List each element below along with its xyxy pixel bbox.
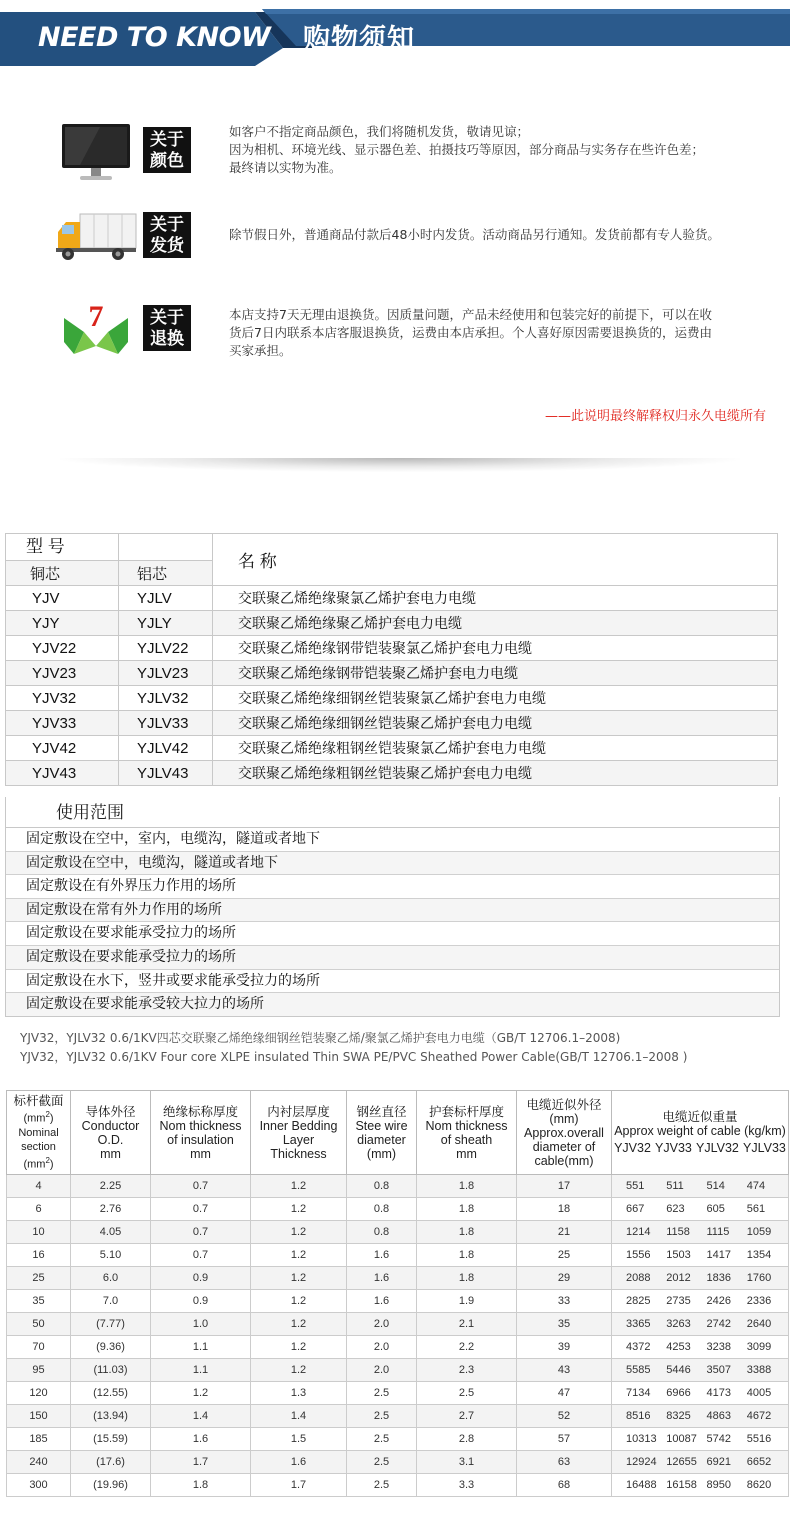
spec-cell: 2.5: [347, 1382, 417, 1405]
spec-cell: (12.55): [71, 1382, 151, 1405]
aluminum-model: YJLV22: [119, 636, 213, 661]
spec-cell: 1.5: [251, 1428, 347, 1451]
spec-cell: 1.8: [417, 1267, 517, 1290]
weight-value: 1760: [746, 1272, 772, 1284]
weight-value: 1836: [706, 1272, 731, 1284]
tv-icon: [60, 122, 132, 184]
cable-name: 交联聚乙烯绝缘聚氯乙烯护套电力电缆: [213, 586, 778, 611]
tag-line-2: 退换: [150, 329, 184, 349]
spec-cell: 1.2: [251, 1198, 347, 1221]
spec-header: [251, 1091, 347, 1175]
weight-value: 12924: [626, 1456, 657, 1468]
weight-cell: [612, 1336, 789, 1359]
usage-row: 固定敷设在要求能承受较大拉力的场所: [6, 993, 779, 1016]
spec-cell: 0.8: [347, 1175, 417, 1198]
aluminum-model: YJLV33: [119, 711, 213, 736]
spec-cell: 21: [517, 1221, 612, 1244]
spec-cell: 1.0: [151, 1313, 251, 1336]
spec-cell: 2.7: [417, 1405, 517, 1428]
weight-value: 6921: [706, 1456, 731, 1468]
weight-value: 8620: [746, 1479, 772, 1491]
spec-cell: 35: [7, 1290, 71, 1313]
spec-header: [517, 1091, 612, 1175]
copper-model: YJV: [6, 586, 119, 611]
banner-title-en: NEED TO KNOW: [38, 22, 271, 53]
usage-row: 固定敷设在空中，室内，电缆沟，隧道或者地下: [6, 828, 779, 852]
notice-tag-returns: [143, 305, 191, 351]
spec-row: [7, 1474, 789, 1497]
weight-value: 4863: [706, 1410, 731, 1422]
weight-value: 474: [746, 1180, 766, 1192]
header-blank: [119, 534, 213, 561]
model-row: [6, 661, 778, 686]
spec-cell: (11.03): [71, 1359, 151, 1382]
spec-row: [7, 1244, 789, 1267]
notice-tag-shipping: [143, 212, 191, 258]
spec-cell: (19.96): [71, 1474, 151, 1497]
cable-name: 交联聚乙烯绝缘粗钢丝铠装聚乙烯护套电力电缆: [213, 761, 778, 786]
spec-header-en: Conductor O.D. mm: [81, 1118, 140, 1161]
spec-cell: 39: [517, 1336, 612, 1359]
usage-row: 固定敷设在水下，竖井或要求能承受拉力的场所: [6, 970, 779, 994]
spec-cell: 1.1: [151, 1336, 251, 1359]
spec-cell: 18: [517, 1198, 612, 1221]
weight-value: 4005: [746, 1387, 772, 1399]
spec-header-cn: 护套标杆厚度: [428, 1104, 504, 1119]
weight-value: 605: [706, 1203, 725, 1215]
notice-tag-color: [143, 127, 191, 173]
weight-value: 5446: [666, 1364, 691, 1376]
weight-value: 10313: [626, 1433, 657, 1445]
weight-subheaders: [612, 1141, 788, 1155]
weight-value: 16488: [626, 1479, 657, 1491]
spec-cell: 2.5: [417, 1382, 517, 1405]
spec-cell: 0.8: [347, 1198, 417, 1221]
spec-cell: 1.8: [151, 1474, 251, 1497]
aluminum-model: YJLY: [119, 611, 213, 636]
spec-cell: 70: [7, 1336, 71, 1359]
spec-cell: 0.9: [151, 1290, 251, 1313]
spec-cell: 33: [517, 1290, 612, 1313]
model-row: [6, 761, 778, 786]
notice-text-returns: [229, 306, 779, 360]
aluminum-model: YJLV42: [119, 736, 213, 761]
aluminum-model: YJLV: [119, 586, 213, 611]
spec-cell: 6: [7, 1198, 71, 1221]
spec-header-en: Nom thickness of sheath mm: [425, 1118, 508, 1161]
spec-row: [7, 1428, 789, 1451]
spec-header-en: Approx weight of cable (kg/km): [614, 1124, 786, 1138]
spec-row: [7, 1382, 789, 1405]
model-row: [6, 586, 778, 611]
weight-value: 5585: [626, 1364, 651, 1376]
copper-model: YJV33: [6, 711, 119, 736]
spec-header: [612, 1091, 789, 1175]
spec-cell: 7.0: [71, 1290, 151, 1313]
weight-value: 2640: [746, 1318, 772, 1330]
spec-table: [6, 1090, 789, 1497]
spec-cell: 1.2: [251, 1290, 347, 1313]
copper-model: YJV42: [6, 736, 119, 761]
notice-text-shipping: [229, 226, 779, 244]
spec-cell: 57: [517, 1428, 612, 1451]
spec-cell: 2.3: [417, 1359, 517, 1382]
header-banner: [0, 0, 790, 66]
spec-cell: 1.2: [251, 1244, 347, 1267]
spec-cell: 29: [517, 1267, 612, 1290]
spec-cell: 2.0: [347, 1336, 417, 1359]
spec-cell: (13.94): [71, 1405, 151, 1428]
weight-value: 8325: [666, 1410, 691, 1422]
spec-cell: 25: [517, 1244, 612, 1267]
notice-line: 买家承担。: [229, 343, 292, 358]
spec-cell: 1.8: [417, 1198, 517, 1221]
weight-value: 5742: [706, 1433, 731, 1445]
spec-cell: 1.7: [251, 1474, 347, 1497]
weight-value: 1214: [626, 1226, 651, 1238]
weight-value: 2012: [666, 1272, 691, 1284]
weight-value: 1354: [746, 1249, 772, 1261]
weight-value: 2742: [706, 1318, 731, 1330]
weight-value: 3388: [746, 1364, 772, 1376]
weight-value: 1417: [706, 1249, 731, 1261]
cable-name: 交联聚乙烯绝缘钢带铠装聚乙烯护套电力电缆: [213, 661, 778, 686]
spec-row: [7, 1267, 789, 1290]
spec-header-cn: 导体外径: [85, 1104, 136, 1119]
spec-header-cn: 绝缘标称厚度: [162, 1104, 238, 1119]
model-row: [6, 686, 778, 711]
spec-cell: 3.3: [417, 1474, 517, 1497]
spec-cell: 1.3: [251, 1382, 347, 1405]
spec-cell: 2.1: [417, 1313, 517, 1336]
weight-cell: [612, 1290, 789, 1313]
weight-value: 2825: [626, 1295, 651, 1307]
notice-line: 最终请以实物为准。: [229, 160, 342, 175]
spec-header-cn: 电缆近似外径: [526, 1097, 602, 1112]
spec-cell: 300: [7, 1474, 71, 1497]
weight-cell: [612, 1382, 789, 1405]
weight-value: 7134: [626, 1387, 651, 1399]
weight-cell: [612, 1313, 789, 1336]
weight-subheader: YJLV33: [743, 1141, 786, 1155]
spec-cell: 1.6: [347, 1290, 417, 1313]
weight-value: 12655: [666, 1456, 697, 1468]
spec-header: [71, 1091, 151, 1175]
weight-value: 3263: [666, 1318, 691, 1330]
spec-cell: 68: [517, 1474, 612, 1497]
spec-cell: 240: [7, 1451, 71, 1474]
weight-value: 2426: [706, 1295, 731, 1307]
usage-title: 使用范围: [6, 797, 779, 828]
weight-cell: [612, 1244, 789, 1267]
notice-line: 货后7日内联系本店客服退换货，运费由本店承担。个人喜好原因需要退换货的，运费由: [229, 325, 712, 340]
notice-line: 因为相机、环境光线、显示器色差、拍摄技巧等原因，部分商品与实务存在些许色差；: [229, 142, 705, 157]
spec-cell: 5.10: [71, 1244, 151, 1267]
weight-value: 10087: [666, 1433, 697, 1445]
weight-value: 551: [626, 1180, 645, 1192]
weight-value: 1556: [626, 1249, 651, 1261]
weight-value: 3507: [706, 1364, 731, 1376]
spec-row: [7, 1313, 789, 1336]
spec-cell: 1.2: [151, 1382, 251, 1405]
spec-cell: 1.2: [251, 1267, 347, 1290]
weight-value: 2088: [626, 1272, 651, 1284]
spec-title-cn: YJV32，YJLV32 0.6/1KV四芯交联聚乙烯绝缘细钢丝铠装聚乙烯/聚氯乙烯护套电力电缆（GB/T 12706.1–2008): [20, 1031, 621, 1045]
spec-cell: 1.9: [417, 1290, 517, 1313]
spec-cell: (9.36): [71, 1336, 151, 1359]
spec-cell: 2.2: [417, 1336, 517, 1359]
weight-value: 8516: [626, 1410, 651, 1422]
cable-name: 交联聚乙烯绝缘细钢丝铠装聚氯乙烯护套电力电缆: [213, 686, 778, 711]
weight-value: 5516: [746, 1433, 772, 1445]
header-model: 型 号: [6, 534, 119, 561]
spec-row: [7, 1198, 789, 1221]
notice-line: 本店支持7天无理由退换货。因质量问题，产品未经使用和包装完好的前提下，可以在收: [229, 307, 712, 322]
header-aluminum: 铝芯: [119, 561, 213, 586]
aluminum-model: YJLV43: [119, 761, 213, 786]
spec-row: [7, 1290, 789, 1313]
spec-cell: 1.2: [251, 1336, 347, 1359]
header-copper: 铜芯: [6, 561, 119, 586]
weight-value: 561: [746, 1203, 766, 1215]
weight-value: 511: [666, 1180, 684, 1192]
spec-header: [7, 1091, 71, 1175]
spec-cell: 1.6: [347, 1267, 417, 1290]
spec-cell: 1.2: [251, 1359, 347, 1382]
delivery-truck-icon: [54, 210, 138, 264]
copper-model: YJV43: [6, 761, 119, 786]
usage-row: 固定敷设在要求能承受拉力的场所: [6, 946, 779, 970]
spec-cell: 2.5: [347, 1405, 417, 1428]
tag-line-1: 关于: [150, 308, 184, 328]
usage-row: 固定敷设在有外界压力作用的场所: [6, 875, 779, 899]
spec-header-cn: 标杆截面: [13, 1093, 64, 1108]
spec-cell: 95: [7, 1359, 71, 1382]
weight-value: 16158: [666, 1479, 697, 1491]
spec-cell: 0.7: [151, 1244, 251, 1267]
spec-cell: 1.6: [347, 1244, 417, 1267]
spec-cell: 6.0: [71, 1267, 151, 1290]
weight-value: 3238: [706, 1341, 731, 1353]
weight-value: 4372: [626, 1341, 651, 1353]
model-row: [6, 736, 778, 761]
spec-cell: (15.59): [71, 1428, 151, 1451]
spec-cell: 2.0: [347, 1359, 417, 1382]
usage-list: [5, 797, 780, 1017]
weight-value: 8950: [706, 1479, 731, 1491]
spec-cell: 2.5: [347, 1451, 417, 1474]
cable-name: 交联聚乙烯绝缘聚乙烯护套电力电缆: [213, 611, 778, 636]
weight-value: 4253: [666, 1341, 691, 1353]
aluminum-model: YJLV23: [119, 661, 213, 686]
cable-name: 交联聚乙烯绝缘粗钢丝铠装聚氯乙烯护套电力电缆: [213, 736, 778, 761]
disclaimer-text: ——此说明最终解释权归永久电缆所有: [544, 409, 766, 424]
seven-digit: 7: [88, 300, 104, 333]
weight-subheader: YJV32: [614, 1141, 651, 1155]
spec-cell: 0.7: [151, 1198, 251, 1221]
weight-cell: [612, 1359, 789, 1382]
seven-day-return-icon: [60, 298, 132, 356]
weight-value: 6652: [746, 1456, 772, 1468]
spec-cell: (7.77): [71, 1313, 151, 1336]
spec-cell: 0.7: [151, 1175, 251, 1198]
weight-value: 3099: [746, 1341, 772, 1353]
spec-header: [347, 1091, 417, 1175]
spec-row: [7, 1359, 789, 1382]
weight-cell: [612, 1405, 789, 1428]
spec-cell: 43: [517, 1359, 612, 1382]
weight-value: 3365: [626, 1318, 651, 1330]
usage-row: 固定敷设在要求能承受拉力的场所: [6, 922, 779, 946]
tag-line-1: 关于: [150, 215, 184, 235]
copper-model: YJV23: [6, 661, 119, 686]
spec-row: [7, 1451, 789, 1474]
model-table: [5, 533, 778, 786]
weight-value: 1503: [666, 1249, 691, 1261]
weight-cell: [612, 1474, 789, 1497]
spec-cell: 2.5: [347, 1474, 417, 1497]
spec-cell: 47: [517, 1382, 612, 1405]
spec-cell: 1.4: [251, 1405, 347, 1428]
weight-cell: [612, 1428, 789, 1451]
spec-cell: 1.8: [417, 1221, 517, 1244]
cable-name: 交联聚乙烯绝缘细钢丝铠装聚乙烯护套电力电缆: [213, 711, 778, 736]
weight-value: 623: [666, 1203, 685, 1215]
weight-value: 1115: [706, 1226, 730, 1238]
weight-value: 2336: [746, 1295, 772, 1307]
spec-cell: 1.6: [251, 1451, 347, 1474]
spec-cell: 120: [7, 1382, 71, 1405]
spec-cell: 1.7: [151, 1451, 251, 1474]
spec-cell: 50: [7, 1313, 71, 1336]
spec-header-cn: 电缆近似重量: [662, 1110, 738, 1124]
weight-value: 2735: [666, 1295, 691, 1307]
banner-title-cn: 购物须知: [303, 24, 415, 55]
spec-cell: 1.1: [151, 1359, 251, 1382]
spec-cell: 4.05: [71, 1221, 151, 1244]
model-row: [6, 611, 778, 636]
spec-cell: 25: [7, 1267, 71, 1290]
spec-cell: 2.5: [347, 1428, 417, 1451]
spec-cell: 2.8: [417, 1428, 517, 1451]
spec-header-en: Inner Bedding Layer Thickness: [259, 1118, 338, 1161]
header-name: 名 称: [213, 534, 778, 586]
notice-line: 如客户不指定商品颜色，我们将随机发货，敬请见谅；: [229, 124, 530, 139]
weight-cell: [612, 1267, 789, 1290]
spec-cell: 150: [7, 1405, 71, 1428]
spec-header-cn: 钢丝直径: [356, 1104, 407, 1119]
weight-cell: [612, 1451, 789, 1474]
notice-line: 除节假日外，普通商品付款后48小时内发货。活动商品另行通知。发货前都有专人验货。: [229, 227, 720, 242]
spec-cell: 1.2: [251, 1175, 347, 1198]
spec-cell: 2.76: [71, 1198, 151, 1221]
spec-header-en: Stee wire diameter (mm): [355, 1118, 408, 1161]
spec-cell: (17.6): [71, 1451, 151, 1474]
spec-row: [7, 1336, 789, 1359]
section-divider-shadow: [60, 458, 740, 472]
weight-value: 4173: [706, 1387, 731, 1399]
spec-cell: 0.7: [151, 1221, 251, 1244]
model-row: [6, 636, 778, 661]
weight-value: 667: [626, 1203, 645, 1215]
spec-cell: 1.8: [417, 1175, 517, 1198]
weight-value: 1059: [746, 1226, 772, 1238]
spec-row: [7, 1405, 789, 1428]
spec-cell: 35: [517, 1313, 612, 1336]
tag-line-2: 颜色: [150, 151, 184, 171]
usage-row: 固定敷设在常有外力作用的场所: [6, 899, 779, 923]
spec-header: [417, 1091, 517, 1175]
spec-cell: 3.1: [417, 1451, 517, 1474]
weight-cell: [612, 1221, 789, 1244]
spec-header: [151, 1091, 251, 1175]
spec-cell: 0.9: [151, 1267, 251, 1290]
spec-cell: 1.2: [251, 1221, 347, 1244]
spec-cell: 1.8: [417, 1244, 517, 1267]
cable-name: 交联聚乙烯绝缘钢带铠装聚氯乙烯护套电力电缆: [213, 636, 778, 661]
notice-text-color: [229, 123, 779, 177]
spec-row: [7, 1221, 789, 1244]
usage-row: 固定敷设在空中，电缆沟，隧道或者地下: [6, 852, 779, 876]
spec-cell: 17: [517, 1175, 612, 1198]
spec-cell: 63: [517, 1451, 612, 1474]
spec-cell: 16: [7, 1244, 71, 1267]
model-row: [6, 711, 778, 736]
spec-header-en: Nom thickness of insulation mm: [159, 1118, 242, 1161]
spec-header-en: $(mm^2)$ Nominal section $(mm^2)$: [18, 1109, 59, 1171]
copper-model: YJV32: [6, 686, 119, 711]
aluminum-model: YJLV32: [119, 686, 213, 711]
weight-value: 1158: [666, 1226, 690, 1238]
spec-cell: 1.4: [151, 1405, 251, 1428]
weight-value: 514: [706, 1180, 725, 1192]
spec-row: [7, 1175, 789, 1198]
weight-subheader: YJV33: [655, 1141, 692, 1155]
copper-model: YJV22: [6, 636, 119, 661]
weight-cell: [612, 1198, 789, 1221]
spec-cell: 52: [517, 1405, 612, 1428]
weight-value: 6966: [666, 1387, 691, 1399]
copper-model: YJY: [6, 611, 119, 636]
spec-cell: 0.8: [347, 1221, 417, 1244]
spec-cell: 2.0: [347, 1313, 417, 1336]
spec-title-en: YJV32，YJLV32 0.6/1KV Four core XLPE insulated Thin SWA PE/PVC Sheathed Power Cable(GB/T 12706.1–2008 ): [20, 1050, 688, 1064]
spec-cell: 1.2: [251, 1313, 347, 1336]
weight-cell: [612, 1175, 789, 1198]
weight-value: 4672: [746, 1410, 772, 1422]
tag-line-1: 关于: [150, 130, 184, 150]
spec-cell: 10: [7, 1221, 71, 1244]
spec-cell: 1.6: [151, 1428, 251, 1451]
spec-cell: 4: [7, 1175, 71, 1198]
spec-cell: 185: [7, 1428, 71, 1451]
spec-header-en: (mm) Approx.overall diameter of cable(mm): [524, 1111, 604, 1168]
tag-line-2: 发货: [150, 236, 184, 256]
spec-header-cn: 内衬层厚度: [267, 1104, 330, 1119]
weight-subheader: YJLV32: [696, 1141, 739, 1155]
spec-cell: 2.25: [71, 1175, 151, 1198]
